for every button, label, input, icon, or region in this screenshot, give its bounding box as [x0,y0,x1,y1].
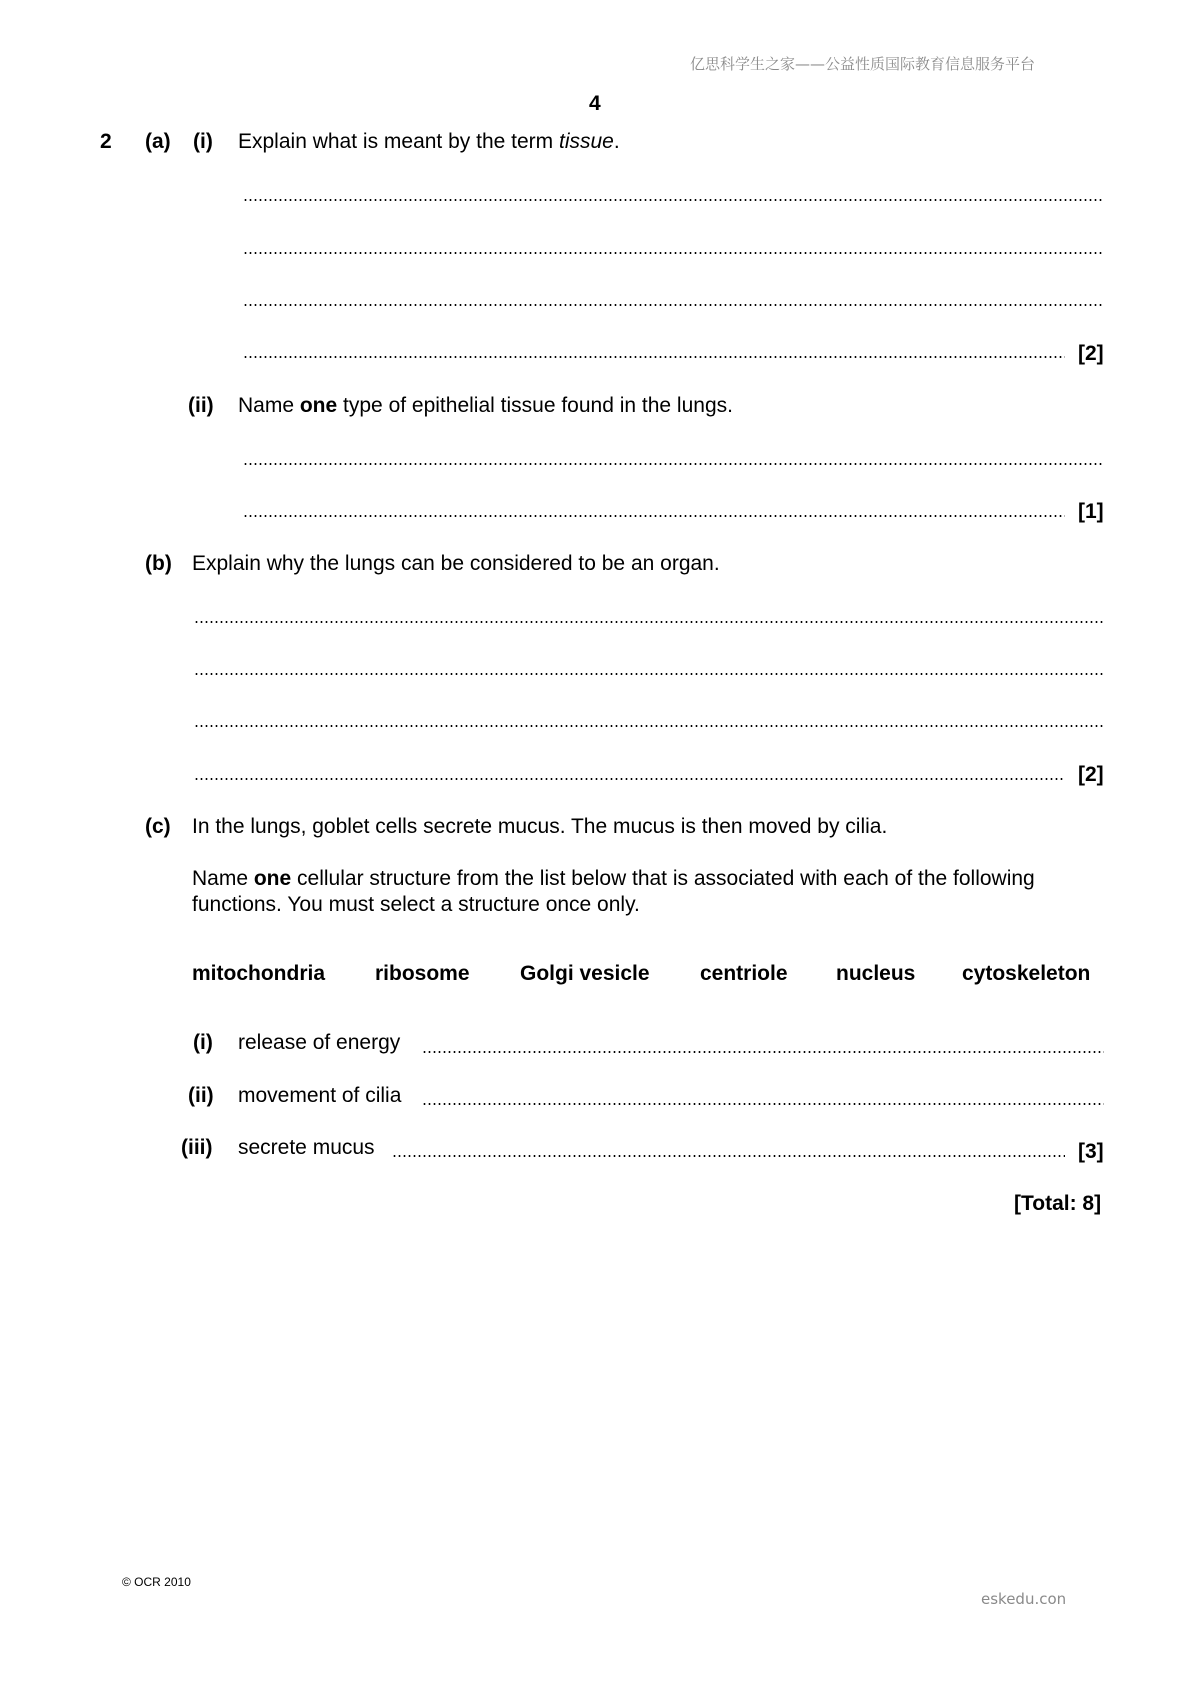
header-watermark: 亿思科学生之家——公益性质国际教育信息服务平台 [690,55,1036,73]
option-item: nucleus [836,962,916,985]
answer-line[interactable] [243,235,1104,257]
question-a-i-text: Explain what is meant by the term tissue. [238,130,620,153]
answer-line[interactable] [194,656,1104,678]
footer-site-watermark: eskedu.con [981,1590,1067,1608]
answer-line[interactable] [243,182,1104,204]
marks-badge: [1] [1078,500,1104,523]
question-a-ii-text: Name one type of epithelial tissue found in the lungs. [238,394,733,417]
marks-badge: [3] [1078,1140,1104,1163]
option-item: ribosome [375,962,470,985]
subpart-c-ii-text: movement of cilia [238,1084,402,1107]
answer-line[interactable] [194,761,1065,783]
total-marks: [Total: 8] [1014,1192,1102,1215]
answer-line[interactable] [243,498,1065,520]
question-c-instruction-line1: Name one cellular structure from the list below that is associated with each of the following [192,867,1035,890]
answer-line[interactable] [392,1138,1065,1160]
question-c-intro: In the lungs, goblet cells secrete mucus. The mucus is then moved by cilia. [192,815,888,838]
subpart-c-i-text: release of energy [238,1031,401,1054]
subpart-a-ii-label: (ii) [188,394,214,417]
option-item: Golgi vesicle [520,962,650,985]
part-c-label: (c) [145,815,171,838]
copyright-text: © OCR 2010 [122,1575,191,1589]
answer-line[interactable] [243,287,1104,309]
subpart-c-iii-label: (iii) [181,1136,213,1159]
subpart-a-i-label: (i) [193,130,213,153]
marks-badge: [2] [1078,342,1104,365]
answer-line[interactable] [422,1034,1104,1056]
option-item: centriole [700,962,788,985]
option-item: mitochondria [192,962,326,985]
question-c-instruction-line2: functions. You must select a structure once only. [192,893,640,916]
page-number: 4 [589,92,601,115]
answer-line[interactable] [422,1086,1104,1108]
answer-line[interactable] [243,339,1065,361]
subpart-c-iii-text: secrete mucus [238,1136,375,1159]
part-b-label: (b) [145,552,172,575]
marks-badge: [2] [1078,763,1104,786]
answer-line[interactable] [194,708,1104,730]
answer-line[interactable] [194,604,1104,626]
subpart-c-i-label: (i) [193,1031,213,1054]
question-number: 2 [100,130,112,153]
subpart-c-ii-label: (ii) [188,1084,214,1107]
option-item: cytoskeleton [962,962,1091,985]
part-a-label: (a) [145,130,171,153]
question-b-text: Explain why the lungs can be considered to be an organ. [192,552,720,575]
answer-line[interactable] [243,446,1104,468]
